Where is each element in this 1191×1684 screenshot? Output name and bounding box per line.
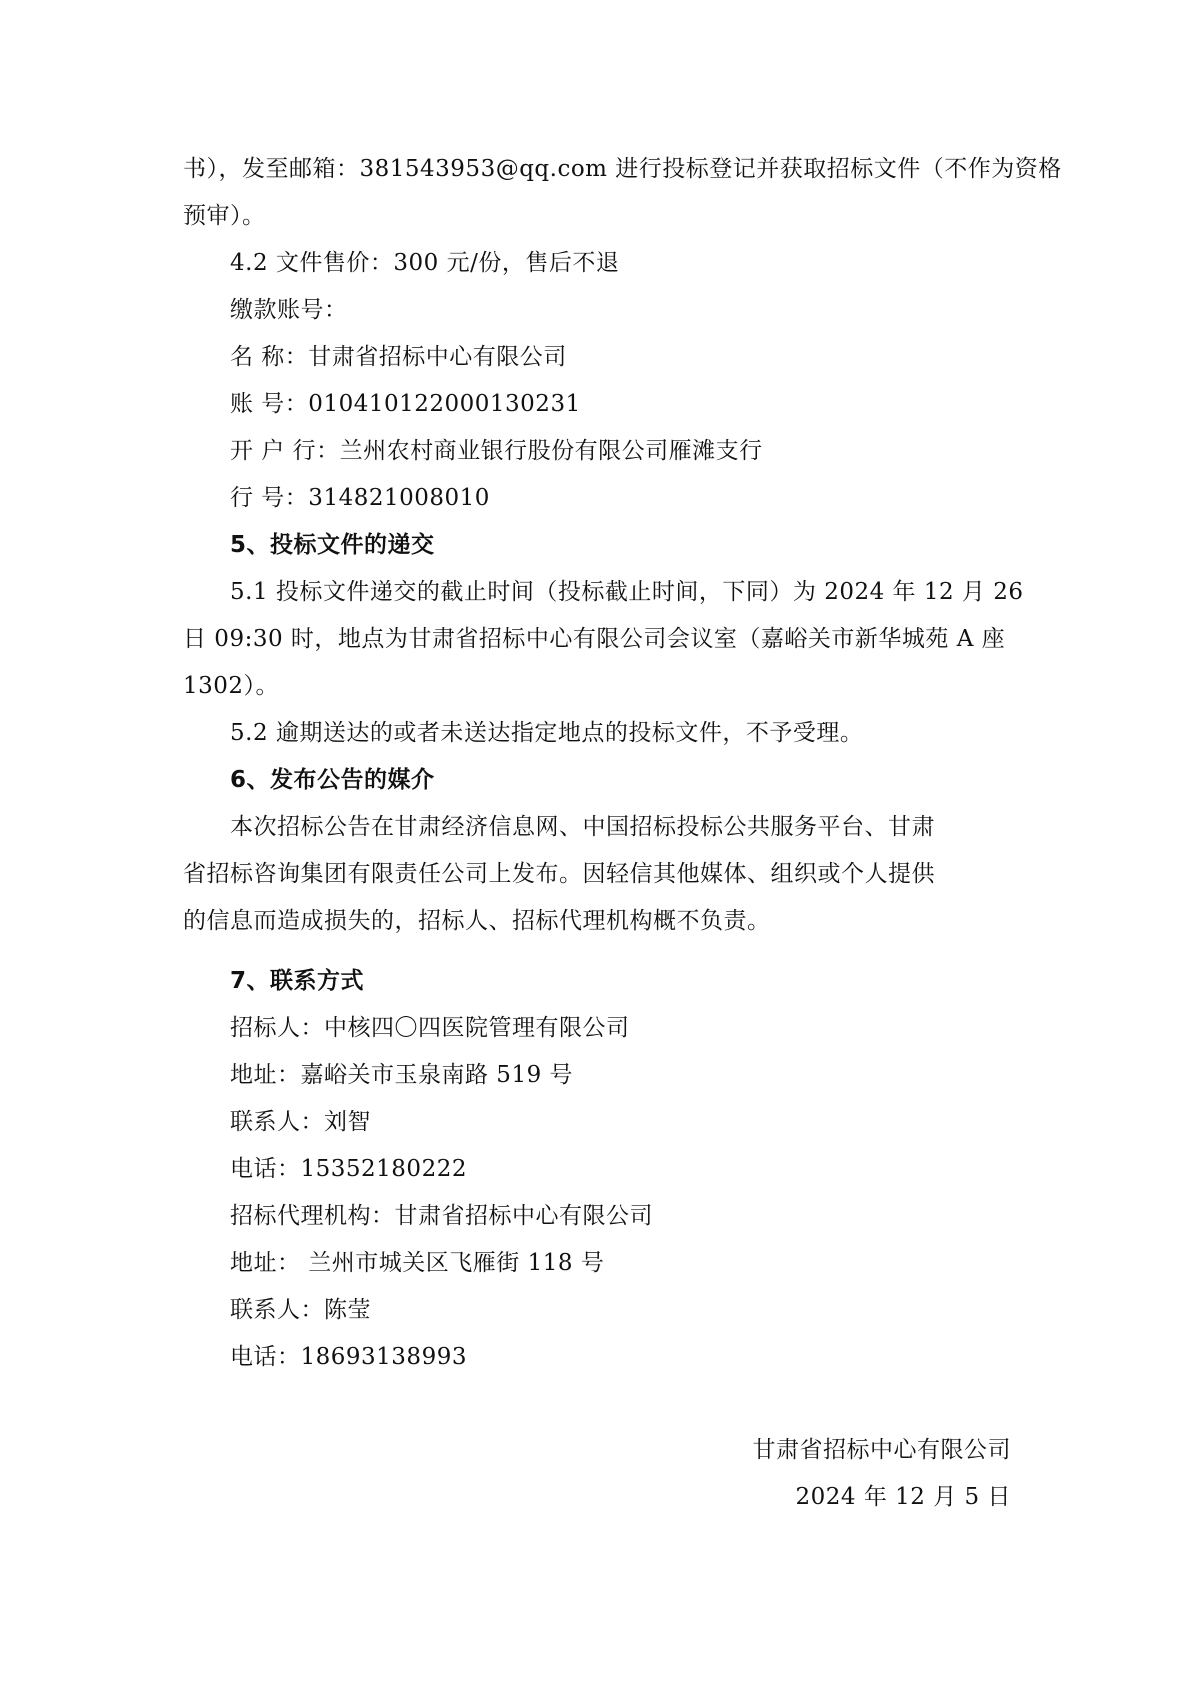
signature-company: 甘肃省招标中心有限公司 [752, 1437, 1011, 1463]
file-price: 4.2 文件售价：300 元/份，售后不退 [230, 250, 620, 276]
agency-contact: 联系人：陈莹 [230, 1297, 371, 1323]
agency: 招标代理机构：甘肃省招标中心有限公司 [230, 1203, 653, 1229]
section5-p2: 5.2 逾期送达的或者未送达指定地点的投标文件，不予受理。 [230, 720, 864, 746]
payee-name-row: 名 称：甘肃省招标中心有限公司 [230, 344, 567, 370]
section5-p1-line3: 1302）。 [183, 673, 280, 699]
tenderer-phone: 电话：15352180222 [230, 1156, 467, 1182]
section6-heading: 6、发布公告的媒介 [230, 767, 435, 793]
section7-heading: 7、联系方式 [230, 968, 365, 994]
agency-phone: 电话：18693138993 [230, 1344, 467, 1370]
signature-date: 2024 年 12 月 5 日 [795, 1484, 1011, 1510]
tenderer: 招标人：中核四〇四医院管理有限公司 [230, 1015, 630, 1041]
bank-number-row: 行 号：314821008010 [230, 485, 490, 511]
section5-p1-line1: 5.1 投标文件递交的截止时间（投标截止时间，下同）为 2024 年 12 月 26 [230, 579, 1024, 605]
bank-row: 开 户 行：兰州农村商业银行股份有限公司雁滩支行 [230, 438, 763, 464]
payment-label: 缴款账号： [230, 297, 348, 323]
agency-address: 地址： 兰州市城关区飞雁街 118 号 [230, 1250, 605, 1276]
section5-p1-line2: 日 09:30 时，地点为甘肃省招标中心有限公司会议室（嘉峪关市新华城苑 A 座 [183, 626, 1006, 652]
section4-line1: 书），发至邮箱：381543953@qq.com 进行投标登记并获取招标文件（不作为资格 [183, 156, 1062, 182]
section6-line3: 的信息而造成损失的，招标人、招标代理机构概不负责。 [183, 908, 771, 934]
section4-line2: 预审）。 [183, 203, 266, 229]
account-number-row: 账 号：010410122000130231 [230, 391, 581, 417]
section6-line2: 省招标咨询集团有限责任公司上发布。因轻信其他媒体、组织或个人提供 [183, 861, 935, 887]
section5-heading: 5、投标文件的递交 [230, 532, 435, 558]
tenderer-address: 地址：嘉峪关市玉泉南路 519 号 [230, 1062, 574, 1088]
tenderer-contact: 联系人：刘智 [230, 1109, 371, 1135]
section6-line1: 本次招标公告在甘肃经济信息网、中国招标投标公共服务平台、甘肃 [230, 814, 935, 840]
